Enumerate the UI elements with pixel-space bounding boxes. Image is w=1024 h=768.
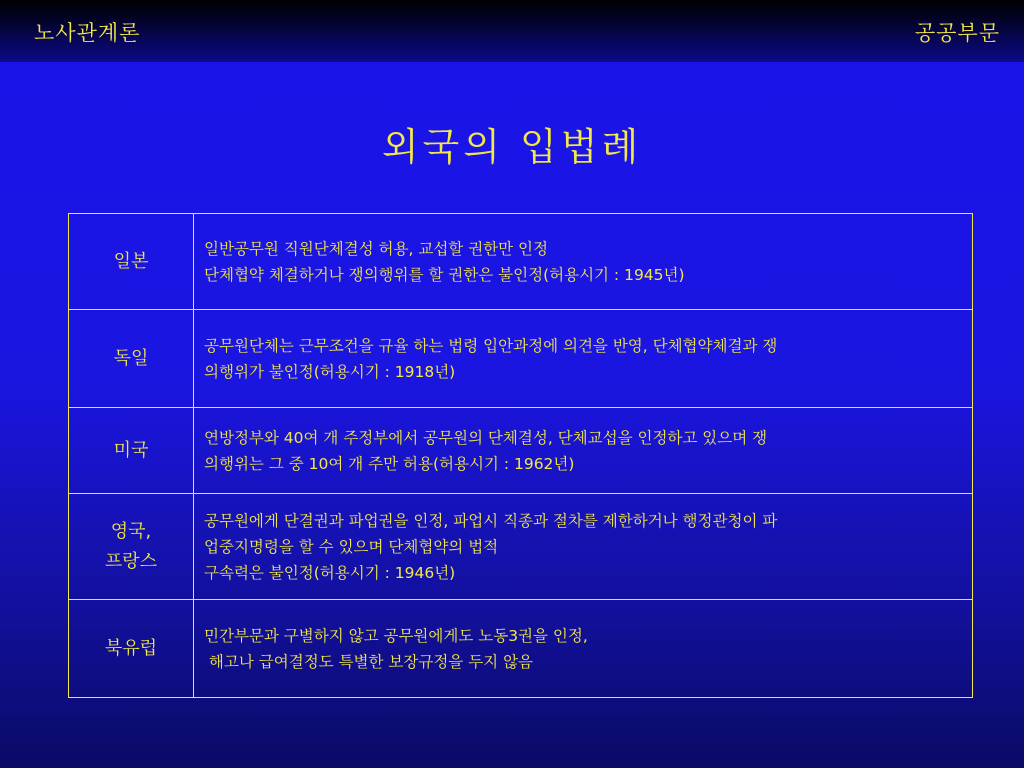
description-line: 일반공무원 직원단체결성 허용, 교섭할 권한만 인정 [204,239,548,258]
description-line: 공무원단체는 근무조건을 규율 하는 법령 입안과정에 의견을 반영, 단체협약체결과 쟁 [204,336,778,355]
section-label: 공공부문 [914,21,1000,45]
country-label: 프랑스 [104,550,158,572]
description-line: 민간부문과 구별하지 않고 공무원에게도 노동3권을 인정, [204,626,588,645]
description-cell [194,494,973,600]
table-row [69,600,973,698]
country-label: 일본 [113,250,149,272]
country-label: 독일 [113,347,149,369]
table-row [69,408,973,494]
table-row [69,494,973,600]
description-line: 의행위는 그 중 10여 개 주만 허용(허용시기 : 1962년) [204,454,575,473]
slide-title: 외국의 입법례 [381,125,643,169]
country-cell [69,494,194,600]
country-cell [69,408,194,494]
description-line: 구속력은 불인정(허용시기 : 1946년) [204,563,456,582]
country-label: 미국 [113,439,149,461]
country-label: 북유럽 [104,637,158,659]
description-cell [194,408,973,494]
country-cell [69,600,194,698]
description-line: 의행위가 불인정(허용시기 : 1918년) [204,362,456,381]
description-line: 해고나 급여결정도 특별한 보장규정을 두지 않음 [204,652,534,671]
country-label: 영국, [110,520,152,542]
description-cell [194,310,973,408]
description-line: 공무원에게 단결권과 파업권을 인정, 파업시 직종과 절차를 제한하거나 행정관청이 파 [204,511,778,530]
legislation-table [68,213,973,698]
header-bar [0,0,1024,62]
table-row [69,310,973,408]
description-line: 단체협약 체결하거나 쟁의행위를 할 권한은 불인정(허용시기 : 1945년) [204,265,685,284]
table-row [69,214,973,310]
description-cell [194,214,973,310]
description-line: 연방정부와 40여 개 주정부에서 공무원의 단체결성, 단체교섭을 인정하고 있으며 쟁 [204,428,768,447]
course-title: 노사관계론 [34,21,141,45]
country-cell [69,214,194,310]
description-line: 업중지명령을 할 수 있으며 단체협약의 법적 [204,537,499,556]
description-cell [194,600,973,698]
country-cell [69,310,194,408]
